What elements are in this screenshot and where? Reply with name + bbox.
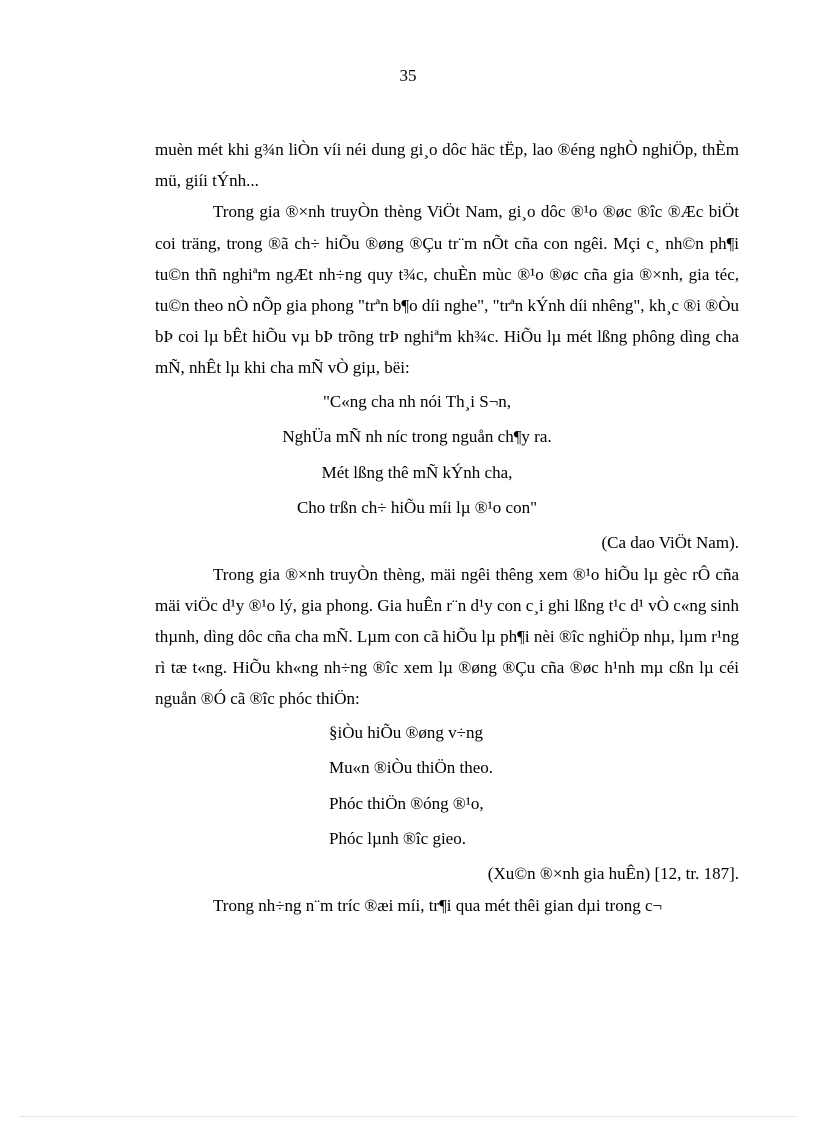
page-number: 35 <box>399 66 417 85</box>
verse-line: "C«ng cha nh nói Th¸i S¬n, <box>322 391 512 411</box>
verse-folk-poem <box>155 384 739 526</box>
verse-line: Mu«n ®iÒu thiÖn theo. <box>329 758 494 778</box>
paragraph-4: Trong nh÷ng n¨m tríc ®æi míi, tr¶i qua mét thêi gian dµi trong c¬ <box>213 895 663 915</box>
verse-line: Cho trßn ch÷ hiÕu míi lµ ®¹o con" <box>296 498 538 518</box>
verse-citation: (Ca dao ViÖt Nam). <box>601 532 739 552</box>
verse-line: NghÜa mÑ nh níc trong nguån ch¶y ra. <box>282 427 552 447</box>
verse-line: Mét lßng thê mÑ kÝnh cha, <box>321 462 513 482</box>
verse-citation: (Xu©n ®×nh gia huÊn) [12, tr. 187]. <box>487 863 739 883</box>
verse-line: Phóc thiÖn ®óng ®¹o, <box>329 793 484 813</box>
paragraph-1: muèn mét khi g¾n liÒn víi néi dung gi¸o dôc häc tËp, lao ®éng nghÒ nghiÖp, thÈm mü, giíi tÝnh... <box>155 140 739 191</box>
paragraph-3: Trong gia ®×nh truyÒn thèng, mäi ngêi thêng xem ®¹o hiÕu lµ gèc rÔ cña mäi viÖc d¹y ®¹o lý, gia phong. Gia huÊn r¨n d¹y con c¸i ghi lßng t¹c d¹ vÒ c«ng sinh thµnh, dìng dôc cña cha mÑ. Lµm con cã hiÕu lµ ph¶i nèi ®îc nghiÖp nhµ, lµm r¹ng rì tæ t«ng. HiÕu kh«ng nh÷ng ®îc xem lµ ®øng ®Çu cña ®øc h¹nh mµ cßn lµ céi nguån ®Ó cã ®îc phóc thiÖn: <box>155 564 739 709</box>
page-bottom-divider <box>20 1116 796 1117</box>
paragraph-2: Trong gia ®×nh truyÒn thèng ViÖt Nam, gi¸o dôc ®¹o ®øc ®îc ®Æc biÖt coi träng, trong ®ã ch÷ hiÕu ®øng ®Çu tr¨m nÕt cña con ngêi. Mçi c¸ nh©n ph¶i tu©n thñ nghiªm ngÆt nh÷ng quy t¾c, chuÈn mùc ®¹o ®øc cña gia ®×nh, gia téc, tu©n theo nÒ nÕp gia phong "trªn b¶o díi nghe", "trªn kÝnh díi nhêng", kh¸c ®i ®Òu bÞ coi lµ bÊt hiÕu vµ bÞ trõng trÞ nghiªm kh¾c. HiÕu lµ mét lßng phông dìng cha mÑ, nhÊt lµ khi cha mÑ vÒ giµ, bëi: <box>155 202 739 378</box>
document-body <box>155 134 739 921</box>
verse-family-teaching <box>155 715 739 857</box>
verse-line: Phóc lµnh ®îc gieo. <box>329 829 466 849</box>
verse-line: §iÒu hiÕu ®øng v÷ng <box>329 722 483 742</box>
